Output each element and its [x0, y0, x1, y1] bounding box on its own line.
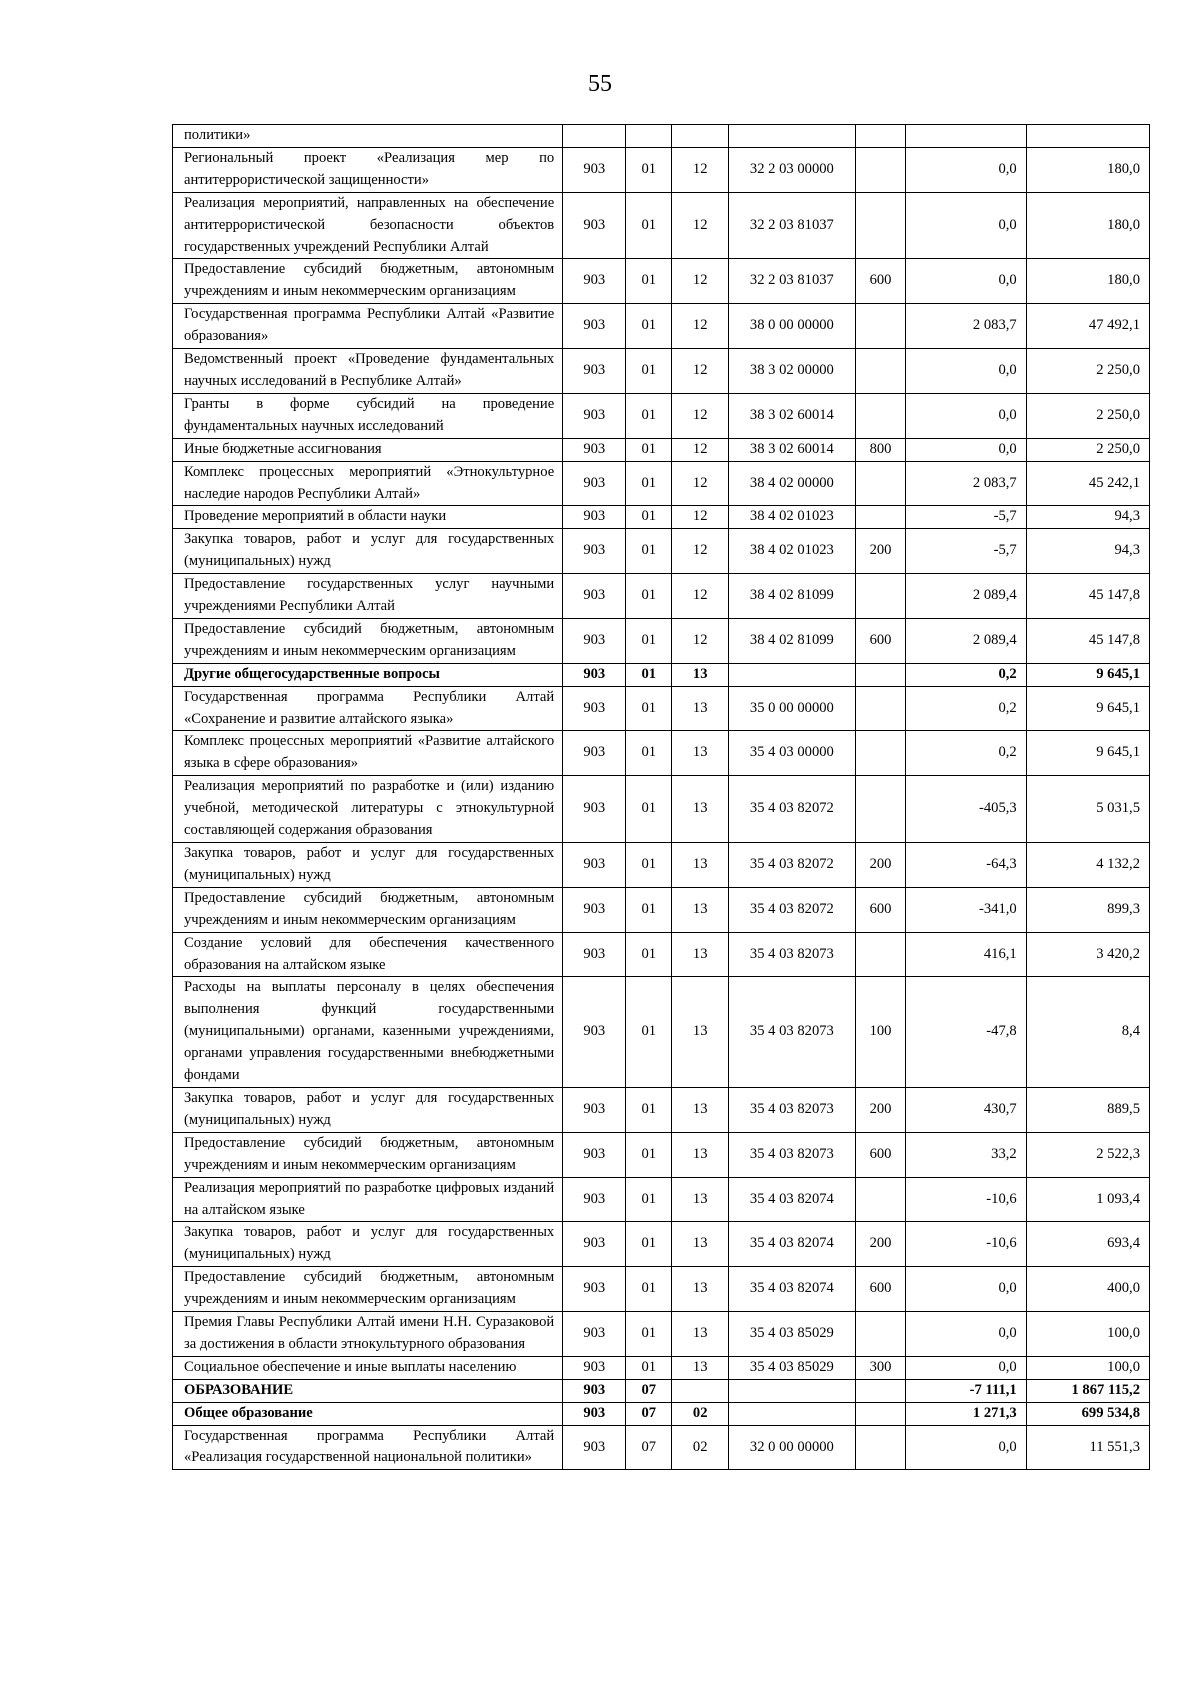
table-row [173, 663, 1150, 686]
table-body [173, 125, 1150, 1470]
cell-subsection: 12 [672, 192, 729, 259]
cell-amount-change [906, 125, 1026, 148]
cell-grbs: 903 [563, 977, 626, 1088]
cell-grbs: 903 [563, 686, 626, 731]
cell-subsection: 13 [672, 776, 729, 843]
cell-section: 01 [626, 461, 672, 506]
cell-subsection: 13 [672, 1222, 729, 1267]
cell-subsection: 13 [672, 932, 729, 977]
cell-expense-type: 600 [855, 618, 906, 663]
cell-amount-total: 9 645,1 [1026, 663, 1149, 686]
cell-description: Общее образование [173, 1402, 563, 1425]
table-row [173, 1267, 1150, 1312]
cell-target-article: 35 4 03 82074 [729, 1222, 855, 1267]
cell-description: Реализация мероприятий по разработке и (или) изданию учебной, методической литературы с этнокультурной составляющей содержания образования [173, 776, 563, 843]
table-row [173, 618, 1150, 663]
cell-amount-change: 2 089,4 [906, 574, 1026, 619]
cell-subsection: 13 [672, 1356, 729, 1379]
cell-amount-total: 100,0 [1026, 1356, 1149, 1379]
cell-target-article [729, 1379, 855, 1402]
cell-description: Комплекс процессных мероприятий «Развитие алтайского языка в сфере образования» [173, 731, 563, 776]
cell-subsection: 12 [672, 304, 729, 349]
cell-section: 01 [626, 1267, 672, 1312]
cell-amount-total: 9 645,1 [1026, 731, 1149, 776]
cell-section: 01 [626, 663, 672, 686]
cell-section: 01 [626, 1356, 672, 1379]
cell-target-article: 38 4 02 01023 [729, 506, 855, 529]
table-row [173, 304, 1150, 349]
cell-amount-change: -405,3 [906, 776, 1026, 843]
cell-grbs: 903 [563, 574, 626, 619]
cell-amount-total: 2 250,0 [1026, 393, 1149, 438]
cell-expense-type [855, 147, 906, 192]
cell-description: Государственная программа Республики Алтай «Реализация государственной национальной политики» [173, 1425, 563, 1470]
cell-expense-type [855, 506, 906, 529]
cell-subsection: 12 [672, 618, 729, 663]
budget-table [172, 124, 1150, 1470]
cell-section: 01 [626, 887, 672, 932]
cell-description: Иные бюджетные ассигнования [173, 438, 563, 461]
cell-subsection: 12 [672, 259, 729, 304]
cell-expense-type [855, 686, 906, 731]
table-row [173, 125, 1150, 148]
table-row [173, 843, 1150, 888]
cell-expense-type [855, 1312, 906, 1357]
cell-subsection: 02 [672, 1402, 729, 1425]
cell-section: 01 [626, 259, 672, 304]
cell-grbs: 903 [563, 1425, 626, 1470]
cell-target-article [729, 663, 855, 686]
cell-description: Проведение мероприятий в области науки [173, 506, 563, 529]
cell-grbs: 903 [563, 1267, 626, 1312]
cell-description: Предоставление субсидий бюджетным, автономным учреждениям и иным некоммерческим организациям [173, 618, 563, 663]
cell-target-article: 38 4 02 81099 [729, 574, 855, 619]
cell-description: Предоставление субсидий бюджетным, автономным учреждениям и иным некоммерческим организациям [173, 1132, 563, 1177]
cell-target-article: 32 2 03 81037 [729, 259, 855, 304]
cell-expense-type [855, 1177, 906, 1222]
cell-amount-total: 45 147,8 [1026, 574, 1149, 619]
cell-section: 01 [626, 1312, 672, 1357]
cell-description: Реализация мероприятий, направленных на обеспечение антитеррористической безопасности объектов государственных учреждений Республики Алтай [173, 192, 563, 259]
cell-section: 01 [626, 618, 672, 663]
cell-amount-total: 699 534,8 [1026, 1402, 1149, 1425]
cell-amount-change: -5,7 [906, 529, 1026, 574]
table-row [173, 887, 1150, 932]
cell-subsection: 12 [672, 349, 729, 394]
cell-subsection: 13 [672, 977, 729, 1088]
cell-description: Закупка товаров, работ и услуг для государственных (муниципальных) нужд [173, 1087, 563, 1132]
cell-subsection: 13 [672, 1132, 729, 1177]
cell-expense-type [855, 1425, 906, 1470]
table-row [173, 529, 1150, 574]
cell-expense-type: 200 [855, 843, 906, 888]
cell-amount-change: 1 271,3 [906, 1402, 1026, 1425]
cell-amount-change: 2 083,7 [906, 461, 1026, 506]
cell-amount-total: 180,0 [1026, 192, 1149, 259]
cell-grbs: 903 [563, 506, 626, 529]
cell-expense-type [855, 731, 906, 776]
cell-target-article: 35 0 00 00000 [729, 686, 855, 731]
cell-amount-change: -47,8 [906, 977, 1026, 1088]
cell-subsection [672, 125, 729, 148]
cell-amount-total: 94,3 [1026, 529, 1149, 574]
cell-target-article: 35 4 03 82074 [729, 1177, 855, 1222]
cell-target-article: 35 4 03 82072 [729, 887, 855, 932]
cell-subsection: 13 [672, 686, 729, 731]
cell-expense-type: 600 [855, 1132, 906, 1177]
cell-amount-total: 2 250,0 [1026, 438, 1149, 461]
cell-target-article: 38 4 02 81099 [729, 618, 855, 663]
cell-expense-type: 600 [855, 1267, 906, 1312]
cell-section: 01 [626, 349, 672, 394]
cell-grbs: 903 [563, 147, 626, 192]
cell-description: Социальное обеспечение и иные выплаты населению [173, 1356, 563, 1379]
cell-description: Закупка товаров, работ и услуг для государственных (муниципальных) нужд [173, 1222, 563, 1267]
cell-grbs: 903 [563, 1379, 626, 1402]
cell-description: Предоставление субсидий бюджетным, автономным учреждениям и иным некоммерческим организациям [173, 259, 563, 304]
cell-subsection: 13 [672, 663, 729, 686]
cell-description: Комплекс процессных мероприятий «Этнокультурное наследие народов Республики Алтай» [173, 461, 563, 506]
cell-section: 01 [626, 1087, 672, 1132]
cell-target-article: 35 4 03 85029 [729, 1312, 855, 1357]
cell-description: Расходы на выплаты персоналу в целях обеспечения выполнения функций государственными (муниципальными) органами, казенными учреждениями, органами управления государственными внебюджетными фондами [173, 977, 563, 1088]
cell-expense-type [855, 1402, 906, 1425]
table-row [173, 349, 1150, 394]
cell-subsection: 13 [672, 887, 729, 932]
table-row [173, 506, 1150, 529]
cell-amount-total: 180,0 [1026, 259, 1149, 304]
cell-grbs: 903 [563, 1402, 626, 1425]
table-row [173, 1087, 1150, 1132]
cell-amount-total: 2 522,3 [1026, 1132, 1149, 1177]
cell-section: 01 [626, 731, 672, 776]
cell-subsection [672, 1379, 729, 1402]
cell-amount-total: 5 031,5 [1026, 776, 1149, 843]
cell-subsection: 02 [672, 1425, 729, 1470]
cell-expense-type: 300 [855, 1356, 906, 1379]
cell-grbs: 903 [563, 349, 626, 394]
cell-amount-total: 400,0 [1026, 1267, 1149, 1312]
cell-amount-total: 45 147,8 [1026, 618, 1149, 663]
cell-grbs: 903 [563, 1177, 626, 1222]
cell-expense-type: 200 [855, 529, 906, 574]
cell-description: Ведомственный проект «Проведение фундаментальных научных исследований в Республике Алтай» [173, 349, 563, 394]
table-row [173, 1312, 1150, 1357]
cell-grbs: 903 [563, 529, 626, 574]
cell-amount-change: 0,0 [906, 349, 1026, 394]
cell-expense-type: 600 [855, 887, 906, 932]
cell-amount-change: -7 111,1 [906, 1379, 1026, 1402]
table-row [173, 1379, 1150, 1402]
cell-amount-total: 1 093,4 [1026, 1177, 1149, 1222]
table-row [173, 438, 1150, 461]
cell-target-article [729, 1402, 855, 1425]
cell-section: 01 [626, 147, 672, 192]
cell-expense-type [855, 125, 906, 148]
cell-amount-change: 0,0 [906, 1356, 1026, 1379]
cell-grbs: 903 [563, 663, 626, 686]
cell-description: Региональный проект «Реализация мер по антитеррористической защищенности» [173, 147, 563, 192]
cell-expense-type: 200 [855, 1087, 906, 1132]
table-row [173, 1132, 1150, 1177]
cell-expense-type [855, 349, 906, 394]
cell-amount-change: 0,0 [906, 1425, 1026, 1470]
cell-section: 01 [626, 529, 672, 574]
cell-grbs: 903 [563, 259, 626, 304]
cell-section: 01 [626, 1132, 672, 1177]
cell-grbs: 903 [563, 461, 626, 506]
cell-grbs: 903 [563, 1087, 626, 1132]
cell-expense-type [855, 663, 906, 686]
cell-target-article: 32 2 03 00000 [729, 147, 855, 192]
cell-expense-type: 200 [855, 1222, 906, 1267]
cell-grbs: 903 [563, 438, 626, 461]
cell-description: Предоставление государственных услуг научными учреждениями Республики Алтай [173, 574, 563, 619]
cell-amount-change: 0,2 [906, 731, 1026, 776]
cell-section [626, 125, 672, 148]
cell-description: Государственная программа Республики Алтай «Развитие образования» [173, 304, 563, 349]
cell-expense-type [855, 393, 906, 438]
cell-grbs: 903 [563, 304, 626, 349]
cell-description: Предоставление субсидий бюджетным, автономным учреждениям и иным некоммерческим организациям [173, 887, 563, 932]
cell-amount-total: 889,5 [1026, 1087, 1149, 1132]
cell-amount-change: -64,3 [906, 843, 1026, 888]
cell-amount-total: 693,4 [1026, 1222, 1149, 1267]
cell-section: 01 [626, 932, 672, 977]
cell-grbs: 903 [563, 1356, 626, 1379]
table-row [173, 461, 1150, 506]
cell-amount-change: 0,2 [906, 663, 1026, 686]
cell-target-article: 38 3 02 00000 [729, 349, 855, 394]
cell-section: 01 [626, 686, 672, 731]
cell-amount-change: -5,7 [906, 506, 1026, 529]
cell-description: Создание условий для обеспечения качественного образования на алтайском языке [173, 932, 563, 977]
table-row [173, 259, 1150, 304]
cell-grbs [563, 125, 626, 148]
cell-amount-change: -10,6 [906, 1177, 1026, 1222]
cell-amount-total: 180,0 [1026, 147, 1149, 192]
cell-subsection: 13 [672, 731, 729, 776]
cell-grbs: 903 [563, 1312, 626, 1357]
cell-amount-total: 899,3 [1026, 887, 1149, 932]
cell-grbs: 903 [563, 192, 626, 259]
cell-grbs: 903 [563, 887, 626, 932]
cell-expense-type [855, 461, 906, 506]
cell-amount-total [1026, 125, 1149, 148]
cell-target-article: 32 0 00 00000 [729, 1425, 855, 1470]
cell-section: 01 [626, 1222, 672, 1267]
cell-description: Другие общегосударственные вопросы [173, 663, 563, 686]
cell-amount-total: 94,3 [1026, 506, 1149, 529]
cell-description: Премия Главы Республики Алтай имени Н.Н. Суразаковой за достижения в области этнокультурного образования [173, 1312, 563, 1357]
cell-target-article: 35 4 03 82073 [729, 1087, 855, 1132]
cell-section: 07 [626, 1402, 672, 1425]
cell-section: 07 [626, 1379, 672, 1402]
cell-section: 01 [626, 776, 672, 843]
table-row [173, 393, 1150, 438]
cell-amount-change: 416,1 [906, 932, 1026, 977]
cell-section: 01 [626, 506, 672, 529]
table-row [173, 686, 1150, 731]
cell-amount-change: -10,6 [906, 1222, 1026, 1267]
cell-expense-type [855, 304, 906, 349]
cell-section: 01 [626, 977, 672, 1088]
table-row [173, 1425, 1150, 1470]
cell-target-article: 35 4 03 82073 [729, 1132, 855, 1177]
cell-subsection: 12 [672, 506, 729, 529]
table-row [173, 977, 1150, 1088]
cell-amount-total: 100,0 [1026, 1312, 1149, 1357]
cell-amount-total: 2 250,0 [1026, 349, 1149, 394]
cell-amount-change: 2 083,7 [906, 304, 1026, 349]
cell-description: Гранты в форме субсидий на проведение фундаментальных научных исследований [173, 393, 563, 438]
cell-expense-type [855, 1379, 906, 1402]
cell-amount-change: 33,2 [906, 1132, 1026, 1177]
cell-amount-change: 0,0 [906, 259, 1026, 304]
cell-expense-type [855, 574, 906, 619]
cell-grbs: 903 [563, 843, 626, 888]
cell-target-article: 38 4 02 01023 [729, 529, 855, 574]
cell-expense-type: 800 [855, 438, 906, 461]
cell-target-article: 35 4 03 00000 [729, 731, 855, 776]
cell-amount-change: 430,7 [906, 1087, 1026, 1132]
cell-subsection: 13 [672, 1312, 729, 1357]
cell-description: Реализация мероприятий по разработке цифровых изданий на алтайском языке [173, 1177, 563, 1222]
table-row [173, 731, 1150, 776]
cell-description: Государственная программа Республики Алтай «Сохранение и развитие алтайского языка» [173, 686, 563, 731]
table-row [173, 574, 1150, 619]
cell-amount-change: 0,0 [906, 192, 1026, 259]
cell-target-article: 35 4 03 82072 [729, 776, 855, 843]
cell-section: 01 [626, 843, 672, 888]
cell-section: 01 [626, 1177, 672, 1222]
cell-description: Закупка товаров, работ и услуг для государственных (муниципальных) нужд [173, 843, 563, 888]
cell-description: Предоставление субсидий бюджетным, автономным учреждениям и иным некоммерческим организациям [173, 1267, 563, 1312]
table-row [173, 776, 1150, 843]
cell-amount-total: 11 551,3 [1026, 1425, 1149, 1470]
cell-subsection: 12 [672, 529, 729, 574]
cell-description: ОБРАЗОВАНИЕ [173, 1379, 563, 1402]
table-row [173, 1402, 1150, 1425]
cell-section: 01 [626, 192, 672, 259]
cell-target-article: 35 4 03 82072 [729, 843, 855, 888]
cell-target-article: 38 0 00 00000 [729, 304, 855, 349]
cell-subsection: 12 [672, 438, 729, 461]
page-number: 55 [588, 71, 612, 97]
cell-expense-type [855, 932, 906, 977]
cell-description: Закупка товаров, работ и услуг для государственных (муниципальных) нужд [173, 529, 563, 574]
cell-target-article: 35 4 03 82073 [729, 932, 855, 977]
cell-grbs: 903 [563, 731, 626, 776]
cell-amount-change: 0,0 [906, 393, 1026, 438]
cell-subsection: 12 [672, 147, 729, 192]
cell-target-article: 38 4 02 00000 [729, 461, 855, 506]
cell-expense-type [855, 776, 906, 843]
cell-amount-total: 8,4 [1026, 977, 1149, 1088]
cell-grbs: 903 [563, 932, 626, 977]
cell-subsection: 12 [672, 574, 729, 619]
cell-grbs: 903 [563, 618, 626, 663]
cell-amount-change: 0,0 [906, 147, 1026, 192]
table-row [173, 192, 1150, 259]
table-row [173, 1222, 1150, 1267]
cell-target-article: 35 4 03 82074 [729, 1267, 855, 1312]
cell-subsection: 12 [672, 393, 729, 438]
cell-target-article: 35 4 03 82073 [729, 977, 855, 1088]
cell-subsection: 12 [672, 461, 729, 506]
cell-grbs: 903 [563, 1132, 626, 1177]
cell-amount-change: 0,0 [906, 438, 1026, 461]
cell-subsection: 13 [672, 1177, 729, 1222]
cell-section: 01 [626, 438, 672, 461]
cell-section: 01 [626, 393, 672, 438]
cell-description: политики» [173, 125, 563, 148]
cell-expense-type: 600 [855, 259, 906, 304]
cell-section: 07 [626, 1425, 672, 1470]
table-row [173, 147, 1150, 192]
cell-subsection: 13 [672, 1267, 729, 1312]
cell-amount-total: 1 867 115,2 [1026, 1379, 1149, 1402]
cell-expense-type [855, 192, 906, 259]
cell-amount-change: 0,0 [906, 1267, 1026, 1312]
cell-amount-change: 0,2 [906, 686, 1026, 731]
cell-amount-change: 2 089,4 [906, 618, 1026, 663]
cell-subsection: 13 [672, 1087, 729, 1132]
table-row [173, 932, 1150, 977]
cell-target-article: 32 2 03 81037 [729, 192, 855, 259]
cell-section: 01 [626, 304, 672, 349]
cell-amount-total: 3 420,2 [1026, 932, 1149, 977]
cell-target-article: 38 3 02 60014 [729, 438, 855, 461]
cell-amount-change: 0,0 [906, 1312, 1026, 1357]
cell-amount-total: 47 492,1 [1026, 304, 1149, 349]
cell-amount-total: 45 242,1 [1026, 461, 1149, 506]
cell-amount-total: 9 645,1 [1026, 686, 1149, 731]
cell-expense-type: 100 [855, 977, 906, 1088]
cell-section: 01 [626, 574, 672, 619]
cell-amount-total: 4 132,2 [1026, 843, 1149, 888]
cell-target-article: 38 3 02 60014 [729, 393, 855, 438]
cell-target-article [729, 125, 855, 148]
cell-target-article: 35 4 03 85029 [729, 1356, 855, 1379]
cell-grbs: 903 [563, 776, 626, 843]
cell-amount-change: -341,0 [906, 887, 1026, 932]
table-row [173, 1177, 1150, 1222]
cell-subsection: 13 [672, 843, 729, 888]
table-row [173, 1356, 1150, 1379]
cell-grbs: 903 [563, 393, 626, 438]
cell-grbs: 903 [563, 1222, 626, 1267]
